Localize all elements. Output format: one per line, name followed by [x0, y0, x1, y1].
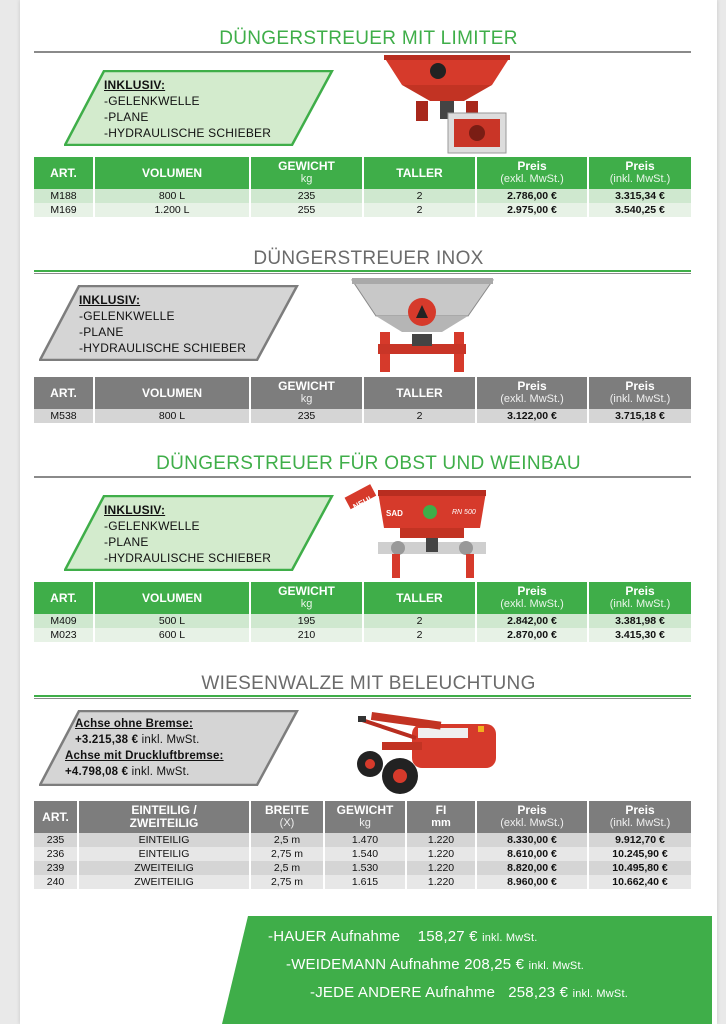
col-header-taller: TALLER: [363, 377, 476, 409]
table-row: [34, 409, 691, 423]
inclusive-box: [64, 495, 334, 571]
brake-option-2-suffix: inkl. MwSt.: [128, 766, 190, 778]
cell-width: 2,5 m: [250, 833, 324, 847]
cell-volume: 1.200 L: [94, 203, 250, 217]
inclusive-header: INKLUSIV:: [79, 293, 141, 307]
footer-line-hauer: [268, 928, 537, 945]
cell-price-excl: 2.870,00 €: [476, 628, 588, 642]
cell-price-excl: 8.610,00 €: [476, 847, 588, 861]
section-title-wiesenwalze: WIESENWALZE MIT BELEUCHTUNG: [201, 673, 536, 694]
table-header-row: [34, 377, 691, 409]
cell-taller: 2: [363, 189, 476, 203]
cell-width: 2,75 m: [250, 875, 324, 889]
table-row: [34, 833, 691, 847]
col-header-fi: FI mm: [406, 801, 476, 833]
cell-art: M538: [34, 409, 94, 423]
new-badge: NEU!: [351, 494, 374, 512]
cell-fi: 1.220: [406, 875, 476, 889]
image-label-sad: SAD: [386, 509, 403, 518]
image-label-rn500: RN 500: [452, 509, 476, 516]
inclusive-header: INKLUSIV:: [104, 503, 166, 517]
section-title-obst-weinbau: DÜNGERSTREUER FÜR OBST UND WEINBAU: [156, 453, 581, 474]
inclusive-box: [64, 70, 334, 146]
cell-price-incl: 9.912,70 €: [588, 833, 691, 847]
cell-weight: 1.615: [324, 875, 406, 889]
cell-art: 236: [34, 847, 78, 861]
cell-weight: 1.540: [324, 847, 406, 861]
brake-options-box: [39, 710, 299, 786]
meadow-roller-image: [342, 702, 500, 802]
col-header-volume: VOLUMEN: [94, 377, 250, 409]
footer-suffix: inkl. MwSt.: [482, 932, 538, 944]
footer-label: -JEDE ANDERE Aufnahme: [310, 984, 496, 1001]
col-header-price-incl: Preis (inkl. MwSt.): [588, 377, 691, 409]
footer-slant-edge: [222, 916, 248, 1024]
footer-suffix: inkl. MwSt.: [572, 988, 628, 1000]
cell-type: ZWEITEILIG: [78, 875, 250, 889]
table-row: [34, 614, 691, 628]
cell-art: 235: [34, 833, 78, 847]
spreader-obst-image: [342, 482, 492, 582]
inclusive-box: [39, 285, 299, 361]
cell-type: EINTEILIG: [78, 833, 250, 847]
col-header-weight: GEWICHT kg: [250, 157, 363, 189]
cell-weight: 235: [250, 409, 363, 423]
brake-option-2-price-line: [65, 764, 224, 780]
cell-fi: 1.220: [406, 861, 476, 875]
brake-option-2-label: Achse mit Druckluftbremse:: [65, 750, 224, 762]
col-header-volume: VOLUMEN: [94, 582, 250, 614]
price-table-wiesenwalze: [34, 801, 691, 889]
cell-price-excl: 8.330,00 €: [476, 833, 588, 847]
col-header-taller: TALLER: [363, 157, 476, 189]
price-table-obst: [34, 582, 691, 642]
section-divider: [34, 695, 691, 697]
footer-line-weidemann: [286, 956, 584, 973]
col-header-price-incl: Preis (inkl. MwSt.): [588, 801, 691, 833]
col-header-art: ART.: [34, 801, 78, 833]
cell-type: ZWEITEILIG: [78, 861, 250, 875]
col-header-weight: GEWICHT kg: [250, 377, 363, 409]
cell-weight: 255: [250, 203, 363, 217]
footer-suffix: inkl. MwSt.: [528, 960, 584, 972]
footer-price: 258,23 €: [508, 984, 569, 1001]
cell-volume: 600 L: [94, 628, 250, 642]
section-divider: [34, 270, 691, 272]
footer-label: -WEIDEMANN Aufnahme: [286, 956, 460, 973]
cell-art: M188: [34, 189, 94, 203]
inclusive-item: -HYDRAULISCHE SCHIEBER: [104, 551, 272, 565]
table-header-row: [34, 801, 691, 833]
table-row: [34, 861, 691, 875]
table-row: [34, 847, 691, 861]
footer-price: 208,25 €: [464, 956, 525, 973]
inclusive-item: -PLANE: [104, 110, 149, 124]
inclusive-item: -PLANE: [79, 325, 124, 339]
inclusive-item: -GELENKWELLE: [79, 309, 175, 323]
cell-volume: 500 L: [94, 614, 250, 628]
cell-weight: 195: [250, 614, 363, 628]
table-header-row: [34, 157, 691, 189]
cell-weight: 210: [250, 628, 363, 642]
table-row: [34, 628, 691, 642]
cell-width: 2,75 m: [250, 847, 324, 861]
cell-price-incl: 3.381,98 €: [588, 614, 691, 628]
footer-line-jede-andere: [310, 984, 628, 1001]
cell-price-excl: 8.820,00 €: [476, 861, 588, 875]
brake-option-2-price: +4.798,08 €: [65, 766, 129, 778]
cell-art: 240: [34, 875, 78, 889]
col-header-price-excl: Preis (exkl. MwSt.): [476, 157, 588, 189]
inclusive-item: -GELENKWELLE: [104, 519, 200, 533]
col-header-volume: VOLUMEN: [94, 157, 250, 189]
cell-price-excl: 3.122,00 €: [476, 409, 588, 423]
cell-price-incl: 3.415,30 €: [588, 628, 691, 642]
cell-price-excl: 2.786,00 €: [476, 189, 588, 203]
brake-option-1-suffix: inkl. MwSt.: [138, 734, 200, 746]
cell-art: 239: [34, 861, 78, 875]
table-row: [34, 203, 691, 217]
section-title-limiter: DÜNGERSTREUER MIT LIMITER: [219, 28, 518, 49]
cell-fi: 1.220: [406, 847, 476, 861]
inclusive-header: INKLUSIV:: [104, 78, 166, 92]
cell-price-incl: 10.662,40 €: [588, 875, 691, 889]
cell-price-excl: 2.975,00 €: [476, 203, 588, 217]
footer-price: 158,27 €: [417, 928, 478, 945]
cell-taller: 2: [363, 628, 476, 642]
col-header-price-excl: Preis (exkl. MwSt.): [476, 377, 588, 409]
col-header-art: ART.: [34, 377, 94, 409]
col-header-price-incl: Preis (inkl. MwSt.): [588, 157, 691, 189]
price-table-limiter: [34, 157, 691, 217]
cell-price-incl: 10.245,90 €: [588, 847, 691, 861]
cell-price-excl: 8.960,00 €: [476, 875, 588, 889]
cell-width: 2,5 m: [250, 861, 324, 875]
cell-art: M409: [34, 614, 94, 628]
cell-weight: 235: [250, 189, 363, 203]
cell-taller: 2: [363, 614, 476, 628]
spreader-limiter-image: [382, 55, 512, 155]
brake-option-1-price-line: [75, 732, 199, 748]
price-table-inox: [34, 377, 691, 423]
section-divider: [34, 273, 691, 274]
cell-price-incl: 10.495,80 €: [588, 861, 691, 875]
col-header-art: ART.: [34, 582, 94, 614]
col-header-weight: GEWICHT kg: [324, 801, 406, 833]
cell-price-excl: 2.842,00 €: [476, 614, 588, 628]
inclusive-item: -PLANE: [104, 535, 149, 549]
cell-volume: 800 L: [94, 189, 250, 203]
table-header-row: [34, 582, 691, 614]
cell-volume: 800 L: [94, 409, 250, 423]
brake-option-1-label: Achse ohne Bremse:: [75, 718, 193, 730]
inclusive-item: -HYDRAULISCHE SCHIEBER: [79, 341, 247, 355]
section-divider: [34, 51, 691, 53]
col-header-taller: TALLER: [363, 582, 476, 614]
cell-weight: 1.470: [324, 833, 406, 847]
table-row: [34, 875, 691, 889]
col-header-width: BREITE (X): [250, 801, 324, 833]
inclusive-item: -GELENKWELLE: [104, 94, 200, 108]
cell-art: M023: [34, 628, 94, 642]
col-header-price-incl: Preis (inkl. MwSt.): [588, 582, 691, 614]
spreader-inox-image: [350, 278, 495, 376]
section-title-inox: DÜNGERSTREUER INOX: [253, 248, 484, 269]
section-divider: [34, 476, 691, 478]
brake-option-1-price: +3.215,38 €: [75, 734, 139, 746]
footer-label: -HAUER Aufnahme: [268, 928, 401, 945]
col-header-price-excl: Preis (exkl. MwSt.): [476, 582, 588, 614]
cell-art: M169: [34, 203, 94, 217]
price-list-page: [20, 0, 717, 1024]
inclusive-item: -HYDRAULISCHE SCHIEBER: [104, 126, 272, 140]
cell-price-incl: 3.315,34 €: [588, 189, 691, 203]
col-header-weight: GEWICHT kg: [250, 582, 363, 614]
cell-taller: 2: [363, 203, 476, 217]
cell-fi: 1.220: [406, 833, 476, 847]
cell-price-incl: 3.715,18 €: [588, 409, 691, 423]
table-row: [34, 189, 691, 203]
cell-price-incl: 3.540,25 €: [588, 203, 691, 217]
attachment-prices-footer: [222, 916, 712, 1024]
col-header-type: EINTEILIG / ZWEITEILIG: [78, 801, 250, 833]
section-divider: [34, 698, 691, 699]
cell-taller: 2: [363, 409, 476, 423]
col-header-art: ART.: [34, 157, 94, 189]
cell-type: EINTEILIG: [78, 847, 250, 861]
cell-weight: 1.530: [324, 861, 406, 875]
col-header-price-excl: Preis (exkl. MwSt.): [476, 801, 588, 833]
